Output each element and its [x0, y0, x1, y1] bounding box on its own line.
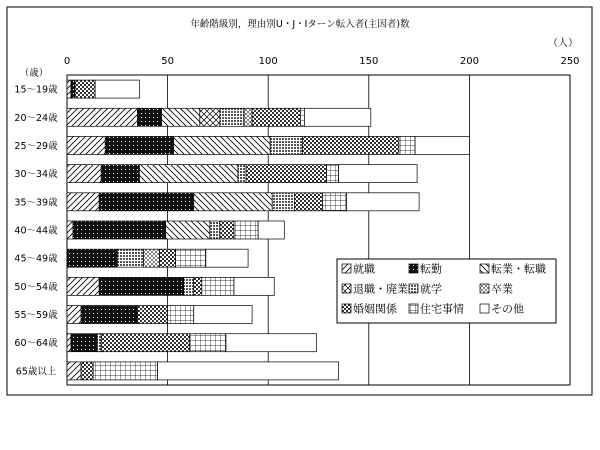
bar-segment — [220, 108, 244, 126]
bar-segment — [67, 249, 117, 267]
bar-segment — [270, 136, 302, 154]
legend-swatch — [480, 284, 489, 293]
category-label: 65歳以上 — [15, 366, 57, 378]
bar-segment — [160, 249, 176, 267]
legend-label: 就職 — [353, 262, 375, 276]
bar-segment — [238, 165, 246, 183]
legend-label: 住宅事情 — [420, 302, 464, 316]
bar-segment — [190, 334, 226, 352]
bar-segment — [67, 334, 71, 352]
bar-segment — [272, 193, 294, 211]
category-label: 20～24歳 — [14, 112, 58, 124]
x-tick-label: 250 — [560, 56, 580, 67]
category-label: 30～34歳 — [14, 169, 58, 181]
category-label: 50～54歳 — [14, 281, 58, 293]
bar-segment — [200, 108, 220, 126]
bar-segment — [162, 108, 200, 126]
legend-swatch — [480, 264, 489, 273]
bar-segment — [137, 306, 167, 324]
x-tick-label: 150 — [359, 56, 379, 67]
bar-segment — [101, 334, 190, 352]
bar-segment — [206, 249, 248, 267]
bar-segment — [67, 306, 81, 324]
legend-swatch — [409, 304, 418, 313]
bar-segment — [67, 221, 73, 239]
bar-segment — [81, 306, 137, 324]
bar-segment — [302, 136, 399, 154]
bar-segment — [234, 221, 258, 239]
bar-segment — [97, 334, 101, 352]
bar-segment — [244, 108, 252, 126]
bar-segment — [166, 221, 210, 239]
bar-segment — [99, 277, 184, 295]
bar-segment — [327, 165, 339, 183]
unit-label: （人） — [548, 38, 578, 49]
bar-segment — [67, 362, 81, 380]
bar-segment — [143, 249, 159, 267]
bar-segment — [101, 165, 139, 183]
category-label: 35～39歳 — [14, 197, 58, 209]
legend-label: 就学 — [420, 282, 442, 296]
bar-segment — [194, 193, 272, 211]
bar-segment — [158, 362, 339, 380]
category-label: 60～64歳 — [14, 338, 58, 350]
bar-segment — [304, 108, 370, 126]
bar-segment — [67, 165, 101, 183]
bar-segment — [210, 221, 220, 239]
bar-segment — [194, 306, 252, 324]
bar-segment — [105, 136, 173, 154]
bar-segment — [323, 193, 347, 211]
legend-swatch — [342, 284, 351, 293]
legend-label: 転勤 — [420, 262, 442, 276]
bar-segment — [300, 108, 304, 126]
legend-label: 卒業 — [491, 282, 513, 296]
legend-swatch — [342, 304, 351, 313]
category-label: 55～59歳 — [14, 310, 58, 322]
category-label: 15～19歳 — [14, 84, 58, 96]
legend-swatch — [409, 264, 418, 273]
bar-segment — [399, 136, 415, 154]
bar-segment — [258, 221, 284, 239]
x-tick-label: 50 — [161, 56, 174, 67]
chart-title: 年齢階級別，理由別U・J・Iターン転入者(主因者)数 — [190, 19, 410, 30]
bar-segment — [202, 277, 234, 295]
bar-segment — [99, 193, 194, 211]
x-tick-label: 0 — [63, 56, 71, 67]
bar-segment — [81, 362, 93, 380]
bar-segment — [67, 108, 137, 126]
legend-label: 婚姻関係 — [353, 302, 397, 316]
bar-segment — [184, 277, 194, 295]
legend-label: 退職・廃業 — [353, 282, 408, 296]
bar-segment — [174, 136, 271, 154]
bar-segment — [67, 136, 105, 154]
legend-swatch — [342, 264, 351, 273]
bar-segment — [234, 277, 274, 295]
legend-label: 転業・転職 — [491, 262, 546, 276]
bar-segment — [67, 277, 99, 295]
bar-segment — [95, 80, 139, 98]
bar-segment — [168, 306, 194, 324]
legend-swatch — [409, 284, 418, 293]
bar-segment — [415, 136, 469, 154]
bar-segment — [93, 362, 157, 380]
x-tick-label: 200 — [459, 56, 479, 67]
bar-segment — [347, 193, 419, 211]
bar-segment — [194, 277, 202, 295]
bar-segment — [73, 221, 166, 239]
bar-segment — [67, 80, 71, 98]
bar-segment — [117, 249, 143, 267]
bar-segment — [246, 165, 326, 183]
bar-segment — [176, 249, 206, 267]
category-axis-label: （歳） — [19, 68, 49, 79]
bar-segment — [75, 80, 95, 98]
legend — [337, 259, 556, 323]
x-tick-label: 100 — [258, 56, 278, 67]
bar-segment — [339, 165, 417, 183]
legend-label: その他 — [491, 302, 524, 316]
bar-segment — [252, 108, 300, 126]
bar-segment — [137, 108, 161, 126]
bar-segment — [71, 334, 97, 352]
category-label: 40～44歳 — [14, 225, 58, 237]
bar-segment — [67, 193, 99, 211]
category-label: 25～29歳 — [14, 140, 58, 152]
category-label: 45～49歳 — [14, 253, 58, 265]
bar-segment — [294, 193, 322, 211]
bar-segment — [220, 221, 234, 239]
bar-segment — [226, 334, 317, 352]
legend-swatch — [480, 304, 489, 313]
bar-segment — [71, 80, 75, 98]
bar-segment — [139, 165, 238, 183]
